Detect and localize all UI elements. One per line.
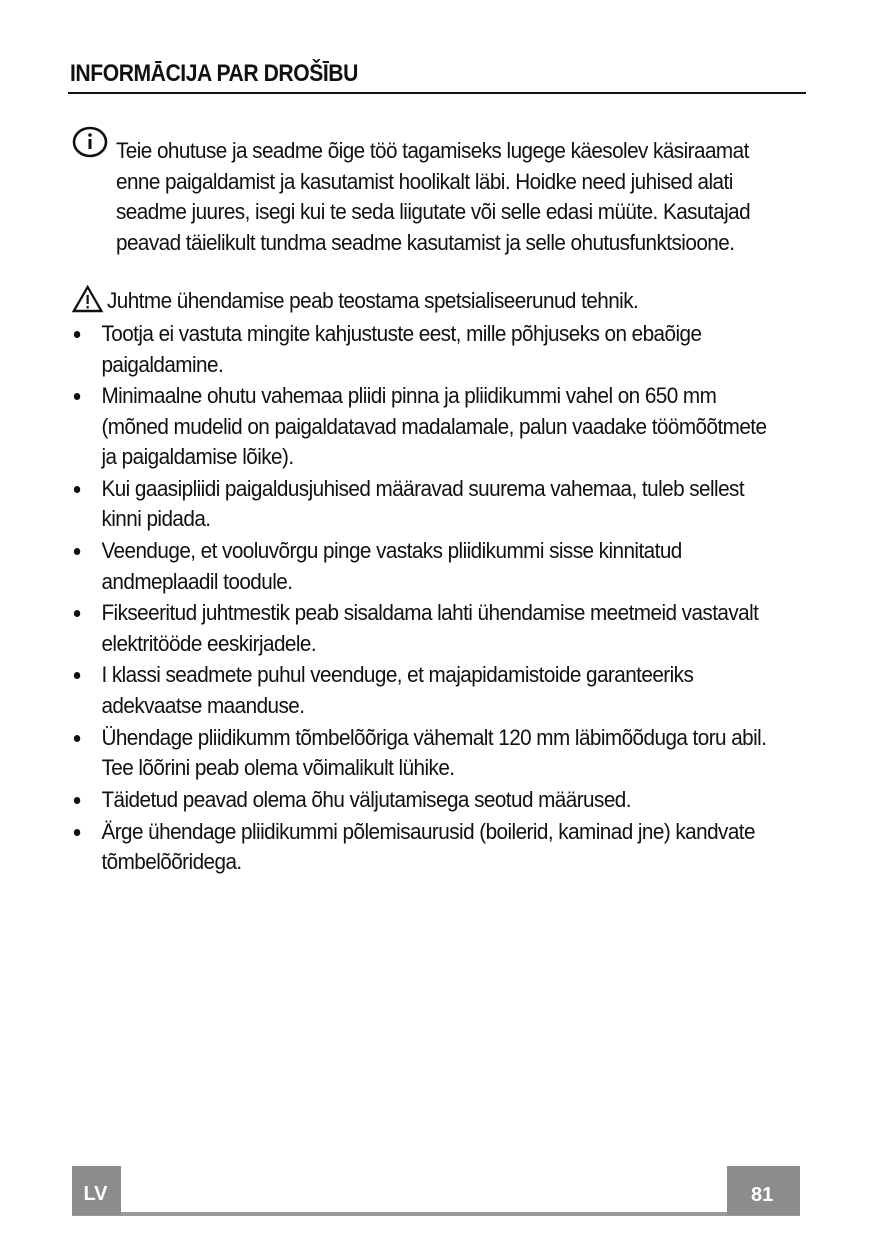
safety-bullet-list (72, 319, 771, 879)
bullet-icon (74, 829, 80, 836)
bullet-icon (74, 672, 80, 679)
list-item (72, 723, 771, 784)
list-item (72, 817, 771, 878)
language-tab (72, 1166, 121, 1215)
title-divider (68, 92, 806, 94)
info-icon (72, 126, 108, 158)
bullet-icon (74, 393, 80, 400)
page-title: INFORMĀCIJA PAR DROŠĪBU (70, 60, 358, 87)
list-item-text: Kui gaasipliidi paigaldusjuhised määravad suurema vahemaa, tuleb sellest kinni pidada. (101, 475, 745, 532)
info-note (72, 126, 812, 258)
list-item (72, 381, 771, 473)
list-item-text: Minimaalne ohutu vahemaa pliidi pinna ja pliidikummi vahel on 650 mm (mõned mudelid on paigaldatavad madalamale, palun vaadake töömõõtmete ja paigaldamise lõike). (101, 383, 767, 470)
list-item (72, 598, 771, 659)
list-item-text: Ärge ühendage pliidikummi põlemisaurusid (boilerid, kaminad jne) kandvate tõmbelõõridega. (101, 818, 755, 874)
bullet-icon (74, 486, 80, 493)
list-item-text: I klassi seadmete puhul veenduge, et majapidamistoide garanteeriks adekvaatse maanduse. (101, 662, 694, 718)
bullet-icon (74, 548, 80, 555)
warning-note (72, 285, 638, 314)
bullet-icon (74, 797, 80, 804)
page-number: 81 (751, 1184, 774, 1206)
list-item-text: Veenduge, et vooluvõrgu pinge vastaks pliidikummi sisse kinnitatud andmeplaadil toodule. (101, 538, 682, 594)
list-item-text: Täidetud peavad olema õhu väljutamisega seotud määrused. (101, 786, 631, 812)
bullet-icon (74, 331, 80, 338)
list-item-text: Fikseeritud juhtmestik peab sisaldama lahti ühendamise meetmeid vastavalt elektritööde eeskirjadele. (101, 600, 759, 656)
language-label: LV (83, 1183, 108, 1205)
bullet-icon (74, 610, 80, 617)
page-number-tab (727, 1166, 800, 1215)
list-item (72, 319, 771, 380)
list-item (72, 536, 771, 597)
warning-text: Juhtme ühendamise peab teostama spetsialiseerunud tehnik. (106, 288, 639, 313)
bullet-icon (74, 735, 80, 742)
list-item (72, 660, 771, 721)
list-item-text: Tootja ei vastuta mingite kahjustuste eest, mille põhjuseks on ebaõige paigaldamine. (101, 321, 702, 377)
list-item (72, 785, 771, 816)
list-item (72, 474, 771, 535)
info-note-text: Teie ohutuse ja seadme õige töö tagamiseks lugege käesolev käsiraamat enne paigaldamist ja kasutamist hoolikalt läbi. Hoidke need juhised alati seadme juures, isegi kui te seda liigutate või selle edasi müüte. Kasutajad peavad täielikult tundma seadme kasutamist ja selle ohutusfunktsioone. (116, 138, 751, 255)
warning-icon (72, 285, 103, 313)
list-item-text: Ühendage pliidikumm tõmbelõõriga vähemalt 120 mm läbimõõduga toru abil. Tee lõõrini peab olema võimalikult lühike. (101, 724, 767, 781)
footer-divider (72, 1212, 800, 1216)
